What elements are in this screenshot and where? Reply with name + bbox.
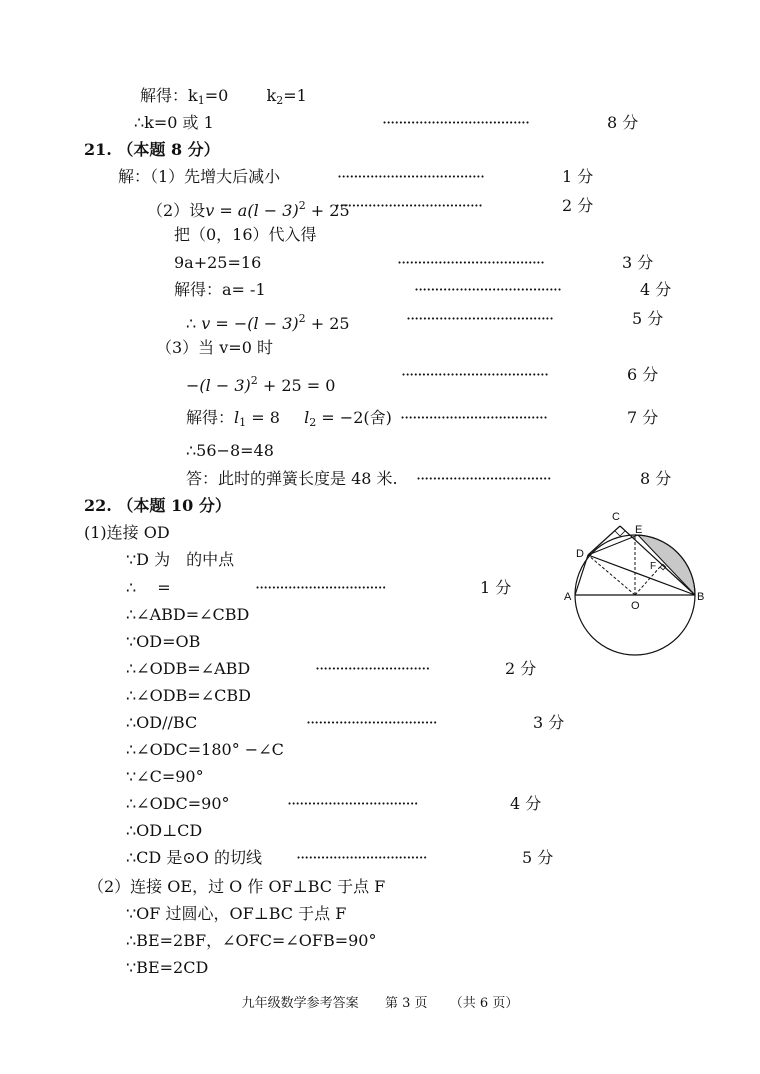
q21-part1-line: 解：（1）先增大后减小	[118, 167, 281, 186]
exponent: 2	[250, 374, 258, 387]
right-angle-c	[615, 531, 625, 536]
q22-part2-line: （2）连接 OE，过 O 作 OF⊥BC 于点 F	[88, 877, 386, 896]
page-footer	[0, 995, 760, 1013]
segment-od	[588, 555, 635, 595]
question-21-title: 21. （本题 8 分）	[84, 140, 220, 159]
score-mark: 2 分	[562, 196, 594, 215]
setup-prefix: （2）设	[147, 201, 206, 220]
solve-l-line	[186, 408, 392, 433]
score-mark: 3 分	[533, 713, 565, 732]
reason-line: ∵BE=2CD	[126, 958, 209, 977]
dot-leader: ································	[296, 848, 427, 867]
reason-line: ∵OF 过圆心，OF⊥BC 于点 F	[126, 904, 347, 923]
score-mark: 4 分	[510, 794, 542, 813]
score-mark: 8 分	[640, 469, 672, 488]
v-formula-line	[186, 309, 350, 334]
label-b: B	[697, 591, 705, 603]
score-mark: 8 分	[607, 113, 639, 132]
l2-subscript: 2	[309, 416, 317, 429]
label-e: E	[635, 524, 643, 536]
formula-tail: + 25 = 0	[257, 376, 336, 395]
dot-leader: ····································	[401, 365, 549, 384]
dot-leader: ····································	[406, 309, 554, 328]
dot-leader: ····································	[414, 280, 562, 299]
dot-leader: ····································	[382, 113, 530, 132]
dot-leader: ····································	[397, 253, 545, 272]
chord-ad	[575, 555, 588, 595]
k1-symbol: k	[188, 86, 198, 105]
score-mark: 5 分	[522, 848, 554, 867]
dot-leader: ·································	[416, 469, 551, 488]
therefore-symbol: ∴	[186, 314, 197, 333]
formula: −(l − 3)	[186, 376, 251, 395]
dot-leader: ································	[287, 794, 418, 813]
q22-part1-line: (1)连接 OD	[84, 523, 170, 542]
perpendicular-line: ∴OD⊥CD	[126, 821, 203, 840]
formula-tail: + 25	[305, 201, 350, 220]
arc-equal-line: ∴ =	[126, 578, 171, 597]
tangent-dc	[588, 526, 620, 555]
k2-symbol: k	[266, 86, 277, 105]
k-result-line: ∴k=0 或 1	[134, 113, 214, 132]
solve-a-line: 解得：a= -1	[174, 280, 266, 299]
subtraction-line: ∴56−8=48	[186, 441, 274, 460]
q21-part2-setup-line	[147, 196, 350, 221]
footer-title: 九年级数学参考答案	[241, 996, 359, 1011]
formula-tail: + 25	[305, 314, 350, 333]
angle-line: ∴∠ODB=∠CBD	[126, 686, 251, 705]
reason-line: ∴BE=2BF，∠OFC=∠OFB=90°	[126, 931, 377, 950]
footer-page-number: 第 3 页	[384, 996, 428, 1011]
exponent: 2	[298, 199, 306, 212]
l2-symbol: l	[304, 408, 310, 427]
q21-part3-line: （3）当 v=0 时	[156, 338, 273, 357]
tangent-line: ∴CD 是⊙O 的切线	[126, 848, 262, 867]
dot-leader: ····································	[337, 167, 485, 186]
solve-label: 解得：	[140, 86, 189, 105]
score-mark: 6 分	[627, 365, 659, 384]
angle-line: ∵∠C=90°	[126, 767, 204, 786]
substitute-line: 把（0，16）代入得	[174, 225, 317, 244]
k2-subscript: 2	[276, 94, 284, 107]
score-mark: 1 分	[480, 578, 512, 597]
zero-equation-line	[186, 371, 335, 396]
dot-leader: ····································	[400, 408, 548, 427]
circle-geometry-figure	[560, 505, 720, 670]
angle-line: ∴∠ODC=180° −∠C	[126, 740, 284, 759]
footer-total-pages: （共 6 页）	[449, 996, 519, 1011]
answer-line: 答：此时的弹簧长度是 48 米.	[186, 469, 398, 488]
dot-leader: ····························	[315, 659, 430, 678]
parallel-line: ∴OD//BC	[126, 713, 198, 732]
dot-leader: ································	[255, 578, 386, 597]
k1-subscript: 1	[197, 94, 205, 107]
score-mark: 2 分	[505, 659, 537, 678]
formula: v = −(l − 3)	[201, 314, 299, 333]
l2-value: = −2(舍)	[316, 408, 392, 427]
label-c: C	[612, 511, 620, 523]
l1-value: = 8	[246, 408, 280, 427]
label-a: A	[564, 591, 572, 603]
equation-line: 9a+25=16	[174, 253, 262, 272]
exponent: 2	[298, 312, 306, 325]
angle-line: ∴∠ODB=∠ABD	[126, 659, 251, 678]
angle-line: ∴∠ODC=90°	[126, 794, 230, 813]
radius-line: ∵OD=OB	[126, 632, 201, 651]
score-mark: 3 分	[622, 253, 654, 272]
l1-subscript: 1	[239, 416, 247, 429]
question-22-title: 22. （本题 10 分）	[84, 496, 231, 515]
midpoint-line: ∵D 为 的中点	[126, 550, 235, 569]
label-f: F	[650, 561, 657, 572]
score-mark: 1 分	[562, 167, 594, 186]
score-mark: 4 分	[640, 280, 672, 299]
k1-value: =0	[204, 86, 229, 105]
angle-line: ∴∠ABD=∠CBD	[126, 605, 250, 624]
dot-leader: ································	[306, 713, 437, 732]
solve-k-line	[140, 86, 307, 111]
formula: v = a(l − 3)	[205, 201, 299, 220]
k2-value: =1	[283, 86, 307, 105]
score-mark: 5 分	[632, 309, 664, 328]
label-d: D	[576, 548, 584, 560]
l1-symbol: l	[234, 408, 240, 427]
label-o: O	[631, 600, 640, 612]
dot-leader: ····································	[335, 196, 483, 215]
score-mark: 7 分	[627, 408, 659, 427]
segment-de	[588, 535, 638, 555]
solve-label: 解得：	[186, 408, 235, 427]
